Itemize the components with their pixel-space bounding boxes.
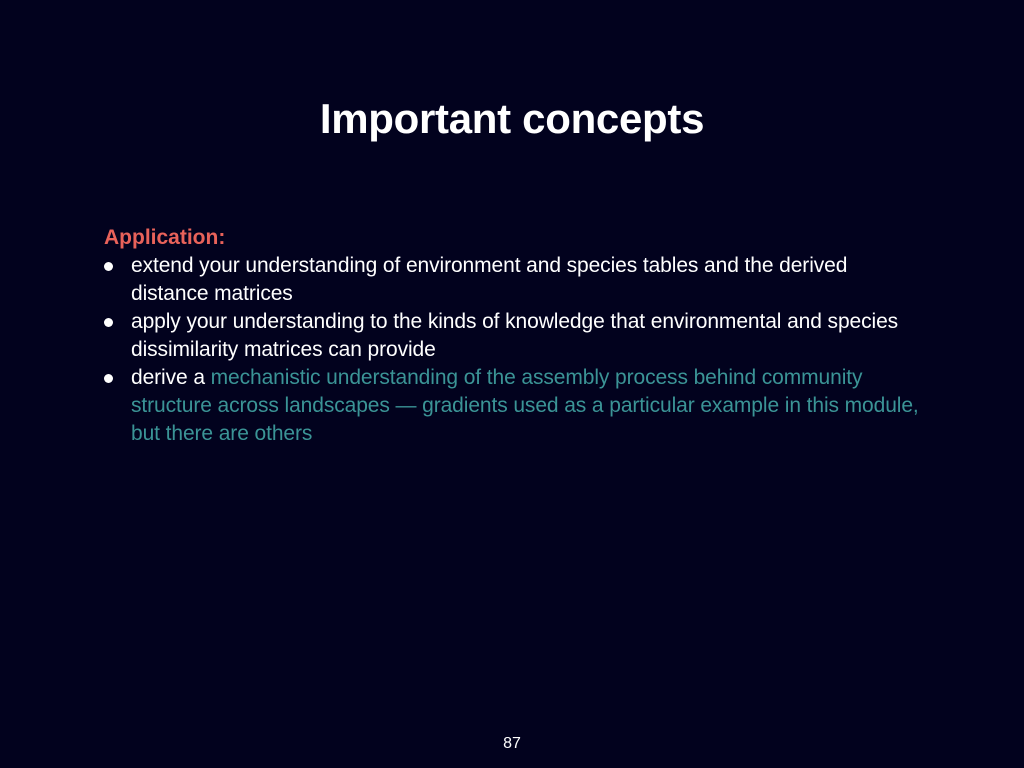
bullet-dot-icon bbox=[104, 318, 113, 327]
bullet-text: apply your understanding to the kinds of knowledge that environmental and species dissimilarity matrices can provide bbox=[131, 310, 899, 361]
slide-content bbox=[104, 224, 924, 448]
bullet-item bbox=[104, 364, 924, 448]
bullet-dot-icon bbox=[104, 374, 113, 383]
page-number: 87 bbox=[503, 735, 521, 752]
bullet-list bbox=[104, 252, 924, 448]
section-heading: Application: bbox=[104, 226, 226, 249]
bullet-text: extend your understanding of environment and species tables and the derived distance matrices bbox=[131, 254, 848, 305]
bullet-highlight-text: mechanistic understanding of the assembly process behind community structure across landscapes — gradients used as a particular example in this module, but there are others bbox=[131, 366, 919, 445]
slide-title: Important concepts bbox=[319, 95, 705, 142]
bullet-text: derive a bbox=[131, 366, 211, 389]
bullet-item bbox=[104, 252, 924, 308]
bullet-item bbox=[104, 308, 924, 364]
bullet-dot-icon bbox=[104, 262, 113, 271]
